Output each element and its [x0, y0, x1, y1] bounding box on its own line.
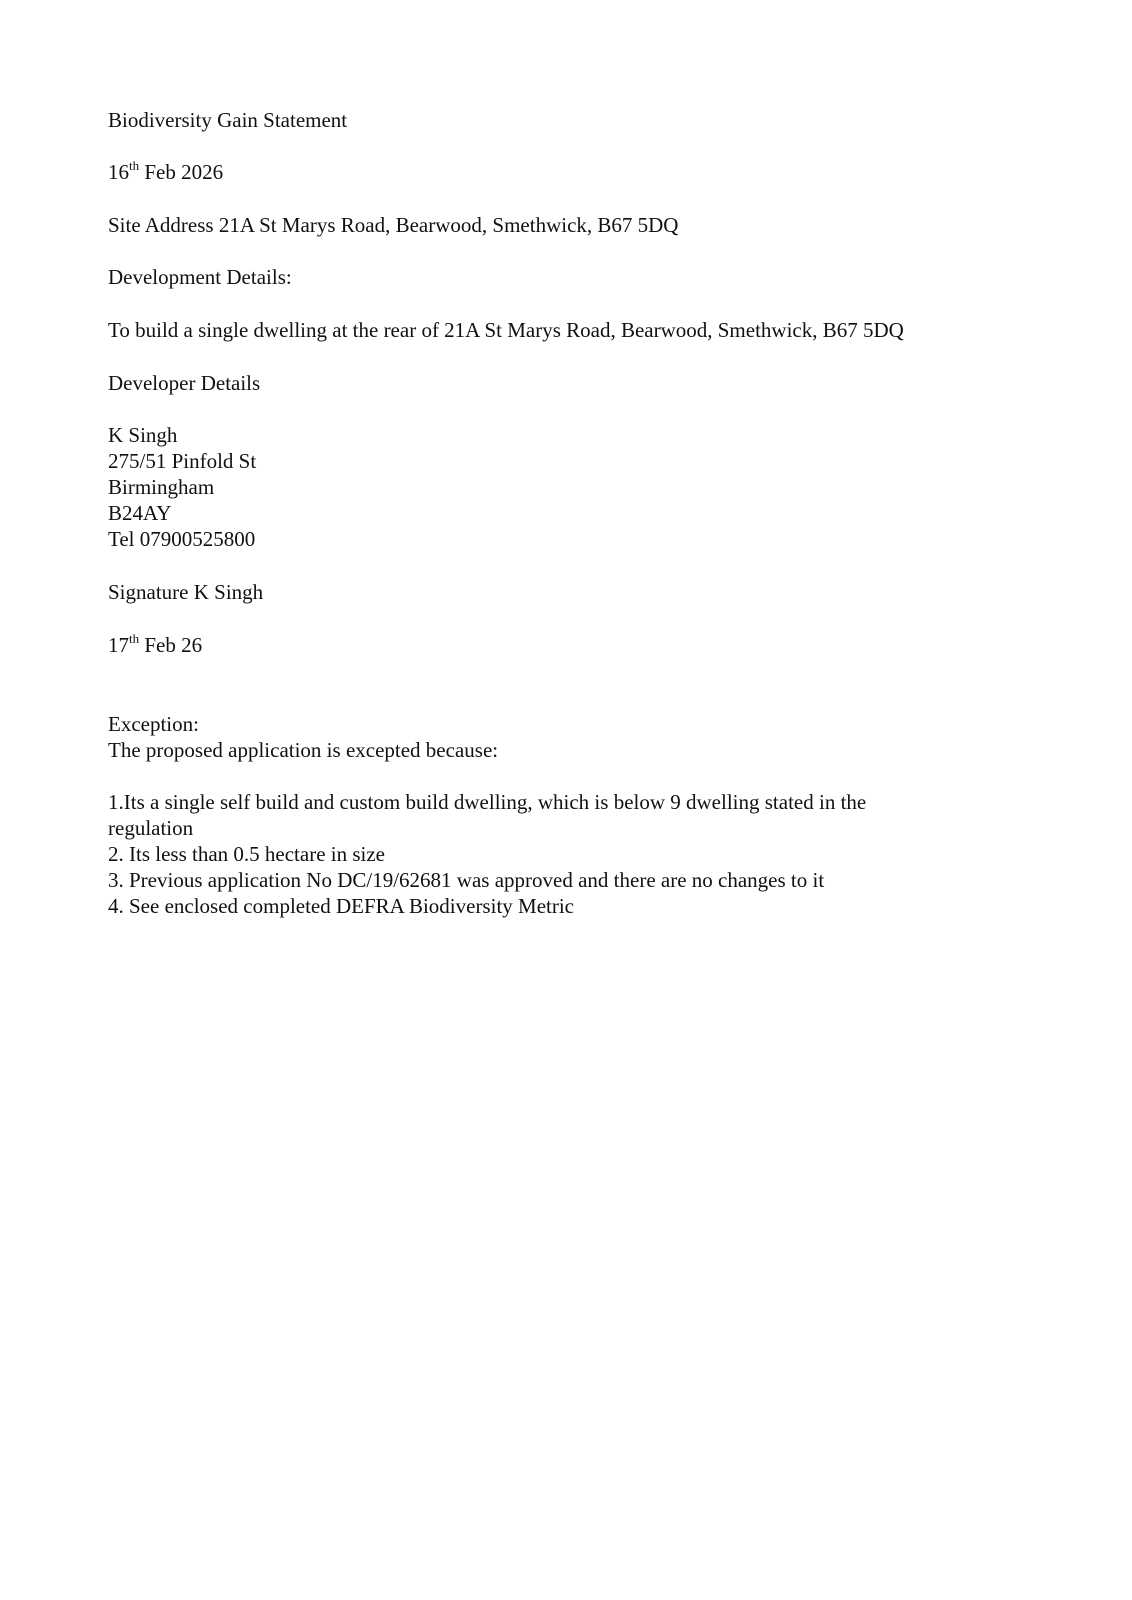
- site-address-text: Site Address 21A St Marys Road, Bearwood, Smethwick, B67 5DQ: [108, 213, 679, 237]
- development-details-heading: [108, 264, 1008, 290]
- exception-item: 1.Its a single self build and custom build dwelling, which is below 9 dwelling stated in the regulation: [108, 790, 867, 840]
- exception-list: [108, 789, 948, 919]
- developer-postcode: B24AY: [108, 501, 172, 525]
- document-title: [108, 107, 1008, 133]
- exception-intro: The proposed application is excepted because:: [108, 738, 499, 762]
- signature-line: [108, 579, 1008, 605]
- development-description: [108, 317, 1008, 343]
- development-heading-text: Development Details:: [108, 265, 292, 289]
- exception-item: 4. See enclosed completed DEFRA Biodiversity Metric: [108, 894, 574, 918]
- exception-item: 3. Previous application No DC/19/62681 was approved and there are no changes to it: [108, 868, 825, 892]
- statement-date-day: 16: [108, 160, 129, 184]
- developer-street: 275/51 Pinfold St: [108, 449, 257, 473]
- statement-date-suffix: th: [129, 158, 140, 173]
- site-address: [108, 212, 1008, 238]
- developer-telephone: Tel 07900525800: [108, 527, 256, 551]
- exception-section: [108, 711, 1008, 763]
- exception-item: 2. Its less than 0.5 hectare in size: [108, 842, 385, 866]
- signature-date: [108, 632, 1008, 658]
- statement-date: [108, 159, 1008, 185]
- statement-date-rest: Feb 2026: [139, 160, 224, 184]
- development-description-text: To build a single dwelling at the rear of 21A St Marys Road, Bearwood, Smethwick, B67 5DQ: [108, 318, 904, 342]
- signature-date-suffix: th: [129, 631, 140, 646]
- signature-date-rest: Feb 26: [139, 633, 203, 657]
- developer-name: K Singh: [108, 423, 178, 447]
- developer-city: Birmingham: [108, 475, 215, 499]
- developer-details-heading: [108, 370, 1008, 396]
- signature-date-day: 17: [108, 633, 129, 657]
- title-text: Biodiversity Gain Statement: [108, 108, 348, 132]
- developer-address: [108, 422, 1008, 552]
- signature-text: Signature K Singh: [108, 580, 264, 604]
- exception-heading: Exception:: [108, 712, 199, 736]
- developer-heading-text: Developer Details: [108, 371, 261, 395]
